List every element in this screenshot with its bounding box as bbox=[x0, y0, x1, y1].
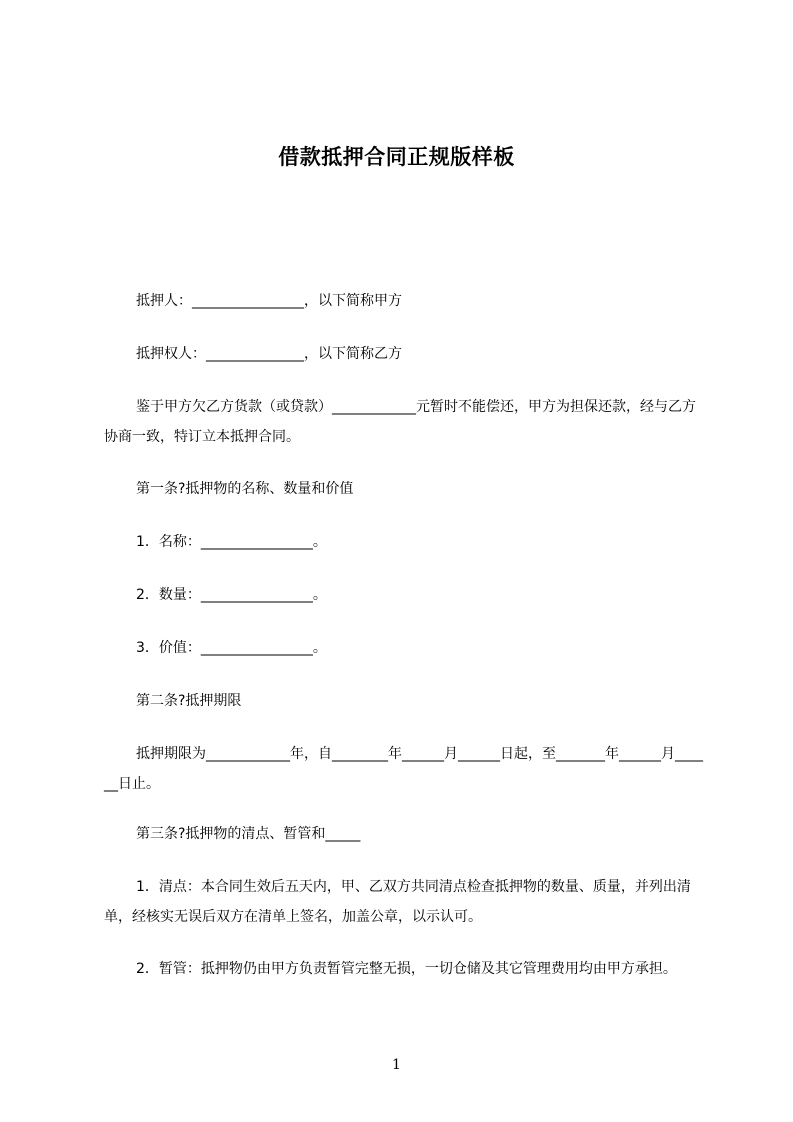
article-3-heading: 第三条?抵押物的清点、暂管和_____ bbox=[136, 826, 361, 842]
item-quantity: 2．数量：________________。 bbox=[136, 587, 327, 603]
item-name: 1．名称：________________。 bbox=[136, 534, 327, 550]
mortgage-term-paragraph: 抵押期限为____________年，自________年______月______日起，至_______年______月______日止。 bbox=[104, 746, 703, 792]
mortgagor-line: 抵押人：________________，以下简称甲方 bbox=[136, 293, 402, 309]
document-title: 借款抵押合同正规版样板 bbox=[278, 145, 515, 169]
page-number: 1 bbox=[392, 1057, 401, 1073]
custody-paragraph: 2．暂管：抵押物仍由甲方负责暂管完整无损，一切仓储及其它管理费用均由甲方承担。 bbox=[136, 961, 677, 977]
article-2-heading: 第二条?抵押期限 bbox=[136, 693, 242, 709]
item-value: 3．价值：________________。 bbox=[136, 640, 327, 656]
mortgagee-line: 抵押权人：______________，以下简称乙方 bbox=[136, 346, 402, 362]
inventory-paragraph: 1．清点：本合同生效后五天内，甲、乙双方共同清点检查抵押物的数量、质量，并列出清单，经核实无误后双方在清单上签名，加盖公章，以示认可。 bbox=[104, 879, 691, 925]
preamble-paragraph: 鉴于甲方欠乙方货款（或贷款）____________元暂时不能偿还，甲方为担保还款，经与乙方协商一致，特订立本抵押合同。 bbox=[104, 399, 696, 445]
article-1-heading: 第一条?抵押物的名称、数量和价值 bbox=[136, 481, 354, 497]
